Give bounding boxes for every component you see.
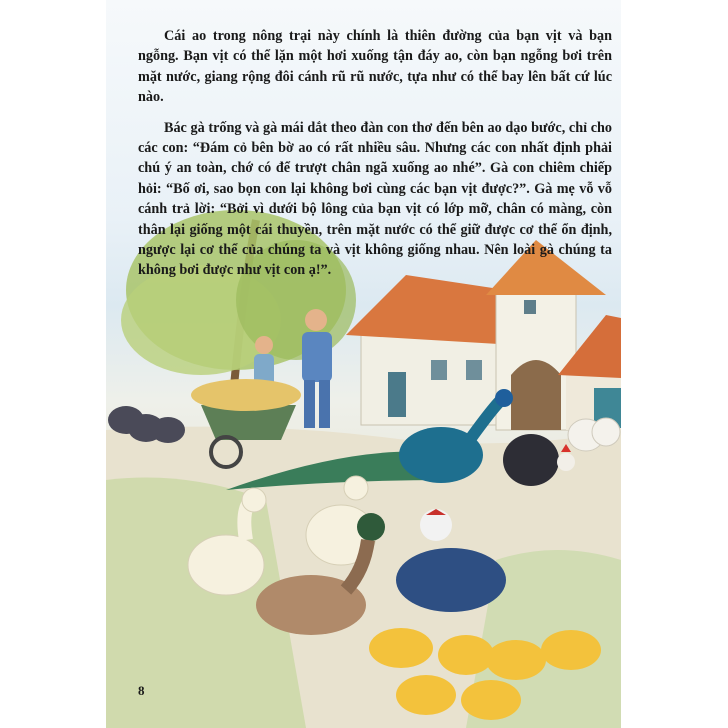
story-text: [138, 26, 612, 291]
farmhouse: [346, 275, 516, 425]
book-page: [106, 0, 621, 728]
paragraph-1: Cái ao trong nông trại này chính là thiên đường của bạn vịt và bạn ngỗng. Bạn vịt có thể lặn một hơi xuống tận đáy ao, còn bạn ngỗng bơi trên mặt nước, giang rộng đôi cánh rũ rũ nước, tựa như có thể bay lên bất cứ lúc nào.: [138, 28, 612, 106]
paragraph-2: Bác gà trống và gà mái dắt theo đàn con thơ đến bên ao dạo bước, chỉ cho các con: “Đám cỏ bên bờ ao có rất nhiều sâu. Nhưng các con nhất định phải chú ý an toàn, chớ có để trượt chân ngã xuống ao nhé”. Gà con chiêm chiếp hỏi: “Bố ơi, sao bọn con lại không bơi cùng các bạn vịt được?”. Gà mẹ vỗ vỗ cánh trả lời: “Bởi vì dưới bộ lông của bạn vịt có lớp mỡ, chân có màng, còn thân lại giống một cái thuyền, trên mặt nước có thể giữ được cơ thể ổn định, ngược lại cơ thể của chúng ta và vịt không giống nhau. Nên loài gà chúng ta không bơi được như vịt con ạ!”.: [138, 119, 612, 279]
page-number: 8: [138, 683, 145, 698]
